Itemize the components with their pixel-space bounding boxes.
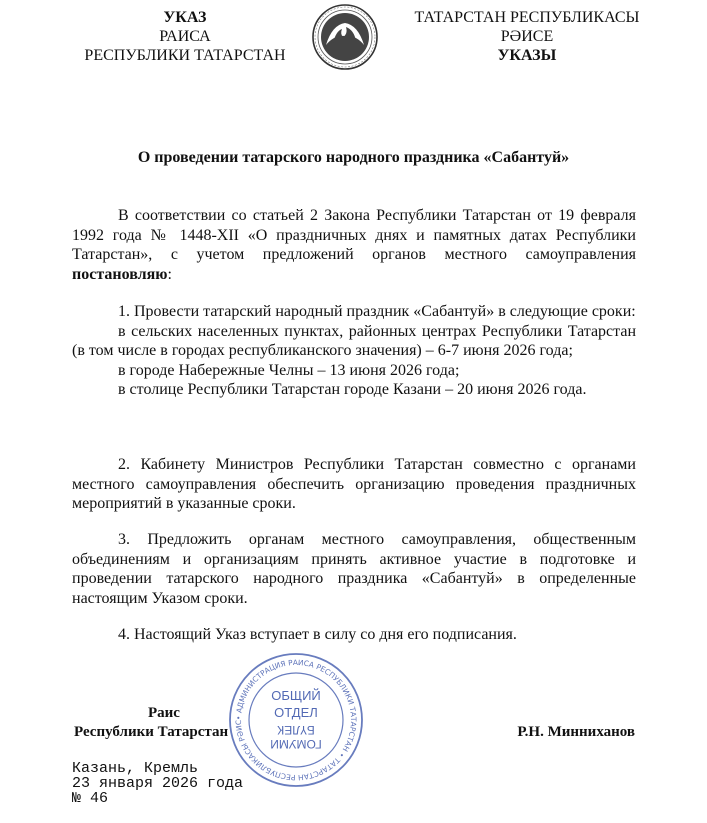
header-left-line1: УКАЗ	[163, 9, 207, 26]
stamp-line1: ОБЩИЙ	[271, 688, 321, 703]
preamble-bold: постановляю	[72, 265, 168, 283]
preamble-text: В соответствии со статьей 2 Закона Республики Татарстан от 19 февраля 1992 года № 1448-XII «О праздничных днях и памятных датах Республики Татарстан», с учетом предложений органов местного самоуправления	[72, 207, 636, 263]
official-stamp	[226, 650, 366, 790]
header-right-line2: РӘИСЕ	[500, 28, 554, 45]
item-1-block	[72, 302, 636, 400]
coat-of-arms-icon	[310, 3, 380, 71]
stamp-line4: БҮЛЕК	[277, 723, 315, 737]
item-2-paragraph: 2. Кабинету Министров Республики Татарстан совместно с органами местного самоуправления обеспечить организацию проведения праздничных мероприятий в указанные сроки.	[72, 456, 636, 512]
header-left-line2: РАИСА	[159, 28, 211, 45]
header-right-line3: УКАЗЫ	[497, 47, 557, 64]
preamble-tail: :	[167, 265, 172, 283]
header-left-block	[70, 8, 300, 65]
footer-block	[72, 761, 243, 806]
signature-title-line2: Республики Татарстан	[74, 724, 229, 740]
item-1-sub-1: в сельских населенных пунктах, районных центрах Республики Татарстан (в том числе в городах республиканского значения) – 6-7 июня 2026 года;	[72, 322, 636, 359]
item-1-sub-3: в столице Республики Татарстан городе Казани – 20 июня 2026 года.	[118, 381, 587, 398]
item-1-text: 1. Провести татарский народный праздник «Сабантуй» в следующие сроки:	[118, 303, 636, 320]
preamble-paragraph	[72, 206, 636, 284]
footer-place: Казань, Кремль	[72, 760, 199, 777]
item-4-paragraph: 4. Настоящий Указ вступает в силу со дня его подписания.	[118, 626, 517, 643]
decree-title: О проведении татарского народного праздника «Сабантуй»	[137, 149, 570, 166]
stamp-line2: ОТДЕЛ	[274, 705, 318, 720]
header-left-line3: РЕСПУБЛИКИ ТАТАРСТАН	[84, 47, 286, 64]
footer-date: 23 января 2026 года	[72, 775, 244, 792]
signature-name: Р.Н. Минниханов	[517, 724, 635, 740]
stamp-ring-text: • АДМИНИСТРАЦИЯ РАИСА РЕСПУБЛИКИ ТАТАРСТАН • ТАТАРСТАН РЕСПУБЛИКАСЫ РӘИС	[233, 657, 359, 783]
header-right-block	[398, 8, 656, 65]
signature-title-line1: Раис	[148, 705, 180, 721]
footer-number: № 46	[72, 790, 109, 807]
item-3-paragraph: 3. Предложить органам местного самоуправления, общественным объединениям и организациям принять активное участие в подготовке и проведении татарского народного праздника «Сабантуй» в определенные настоящим Указом сроки.	[72, 531, 636, 607]
item-1-sub-2: в городе Набережные Челны – 13 июня 2026 года;	[118, 361, 460, 379]
stamp-outer-ring	[230, 654, 362, 786]
header-right-line1: ТАТАРСТАН РЕСПУБЛИКАСЫ	[414, 9, 640, 26]
stamp-line3: ГОМУМИ	[270, 737, 322, 751]
